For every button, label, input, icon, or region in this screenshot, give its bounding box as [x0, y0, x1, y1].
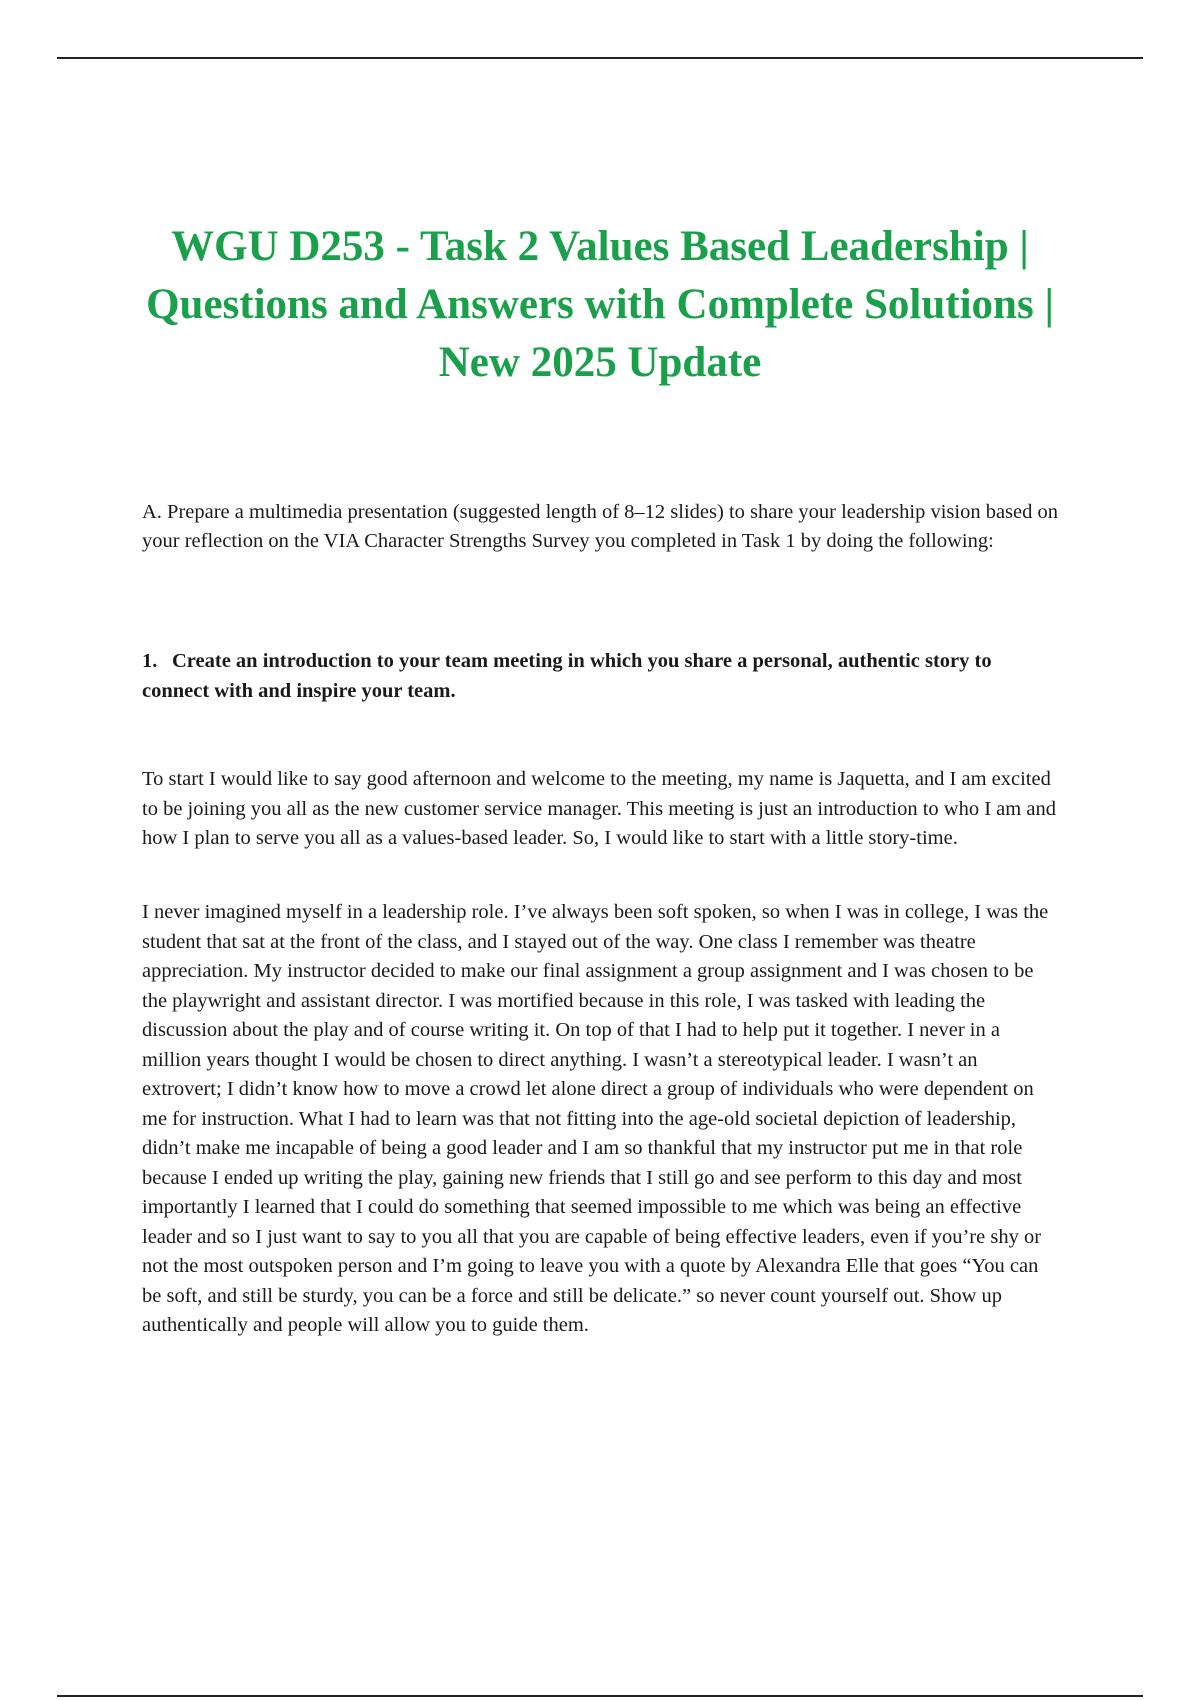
bottom-rule	[57, 1695, 1143, 1697]
question-1	[142, 646, 1058, 706]
prompt-intro: A. Prepare a multimedia presentation (suggested length of 8–12 slides) to share your leadership vision based on your reflection on the VIA Character Strengths Survey you completed in Task 1 by doing the following:	[142, 501, 1059, 552]
answer-paragraph-1: To start I would like to say good afternoon and welcome to the meeting, my name is Jaquetta, and I am excited to be joining you all as the new customer service manager. This meeting is just an introduction to who I am and how I plan to serve you all as a values-based leader. So, I would like to start with a little story-time.	[142, 768, 1056, 849]
document-title: WGU D253 - Task 2 Values Based Leadership | Questions and Answers with Complete Solutions | New 2025 Update	[146, 223, 1054, 386]
question-text: Create an introduction to your team meeting in which you share a personal, authentic story to connect with and inspire your team.	[142, 650, 992, 702]
top-rule	[57, 57, 1143, 59]
answer-paragraph-2: I never imagined myself in a leadership role. I’ve always been soft spoken, so when I was in college, I was the student that sat at the front of the class, and I stayed out of the way. One class I remember was theatre appreciation. My instructor decided to make our final assignment a group assignment and I was chosen to be the playwright and assistant director. I was mortified because in this role, I was tasked with leading the discussion about the play and of course writing it. On top of that I had to help put it together. I never in a million years thought I would be chosen to direct anything. I wasn’t a stereotypical leader. I wasn’t an extrovert; I didn’t know how to move a crowd let alone direct a group of individuals who were dependent on me for instruction. What I had to learn was that not fitting into the age-old societal depiction of leadership, didn’t make me incapable of being a good leader and I am so thankful that my instructor put me in that role because I ended up writing the play, gaining new friends that I still go and see perform to this day and most importantly I learned that I could do something that seemed impossible to me which was being an effective leader and so I just want to say to you all that you are capable of being effective leaders, even if you’re shy or not the most outspoken person and I’m going to leave you with a quote by Alexandra Elle that goes “You can be soft, and still be sturdy, you can be a force and still be delicate.” so never count yourself out. Show up authentically and people will allow you to guide them.	[142, 901, 1049, 1336]
question-number: 1.	[142, 650, 158, 672]
